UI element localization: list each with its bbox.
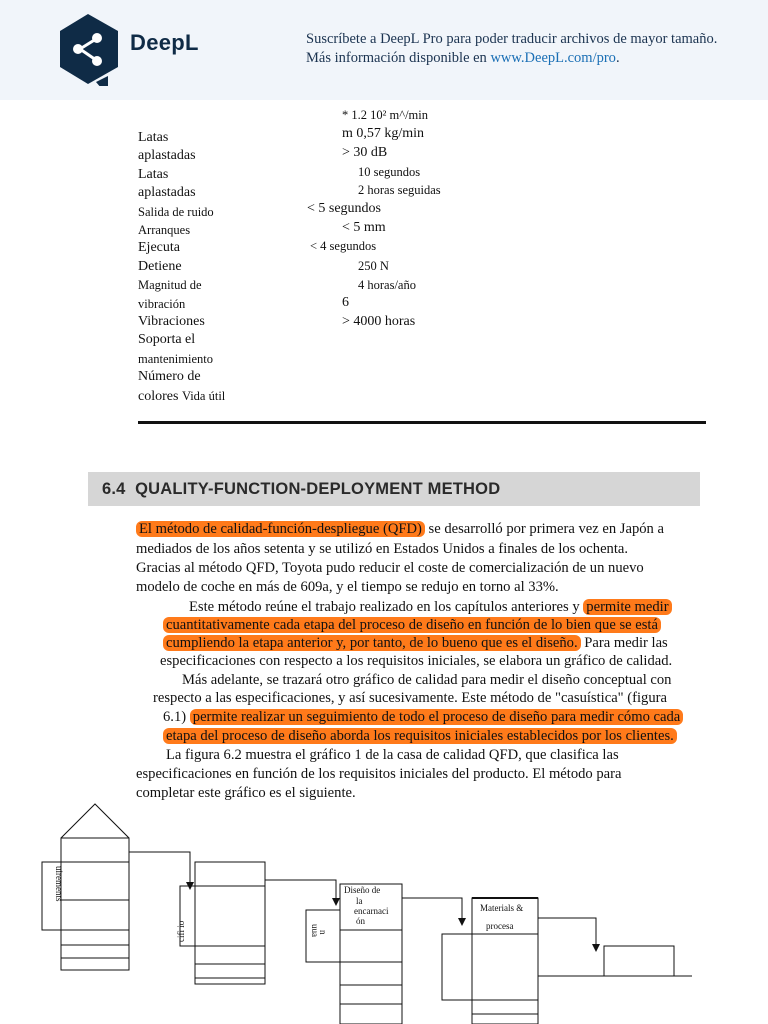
diagram-label: Materials & bbox=[480, 903, 524, 913]
spec-value: < 5 mm bbox=[342, 220, 386, 235]
promo-line-2-suffix: . bbox=[615, 50, 620, 66]
qfd-cascade-diagram bbox=[0, 800, 768, 1024]
spec-label: Número de bbox=[138, 369, 201, 385]
highlight: cumpliendo la etapa anterior y, por tanto, de lo bueno que es el diseño. bbox=[163, 635, 581, 651]
spec-label: Vida útil bbox=[181, 388, 226, 403]
section-number: 6.4 bbox=[102, 480, 126, 498]
body-span: Para medir las bbox=[580, 635, 668, 651]
diagram-label: encarnaci bbox=[354, 906, 389, 916]
diagram-label: la bbox=[356, 896, 363, 906]
section-title: QUALITY-FUNCTION-DEPLOYMENT METHOD bbox=[135, 480, 501, 498]
diagram-label: cifi io bbox=[176, 920, 186, 942]
body-line bbox=[163, 708, 683, 726]
highlight: permite medir bbox=[583, 599, 671, 615]
spec-label: colores bbox=[138, 388, 179, 404]
spec-label: Detiene bbox=[138, 258, 182, 274]
spec-label: aplastadas bbox=[138, 185, 196, 201]
spec-label: Salida de ruido bbox=[138, 204, 214, 219]
house-of-quality-2 bbox=[180, 862, 265, 984]
highlight: El método de calidad-función-despliegue (QFD) bbox=[136, 521, 425, 537]
house-of-quality-5 bbox=[538, 946, 692, 976]
deepl-pro-link[interactable]: www.DeepL.com/pro bbox=[490, 50, 616, 66]
body-span: Este método reúne el trabajo realizado en los capítulos anteriores y bbox=[189, 599, 584, 615]
brand-name: DeepL bbox=[130, 30, 199, 55]
spec-value: m 0,57 kg/min bbox=[342, 126, 425, 141]
table-bottom-rule bbox=[138, 421, 706, 424]
diagram-label: uua bbox=[310, 924, 320, 937]
spec-label: Magnitud de bbox=[138, 278, 202, 293]
body-line: especificaciones con respecto a los requisitos iniciales, se elabora un gráfico de calidad. bbox=[160, 653, 673, 669]
body-span: se desarrolló por primera vez en Japón a bbox=[424, 521, 664, 537]
spec-label: vibración bbox=[138, 296, 186, 311]
spec-label: Latas bbox=[138, 166, 169, 182]
spec-value: 10 segundos bbox=[358, 165, 421, 179]
body-line: especificaciones en función de los requisitos iniciales del producto. El método para bbox=[136, 766, 622, 782]
spec-value: * 1.2 10² m^/min bbox=[342, 108, 429, 122]
house-of-quality-3 bbox=[306, 884, 402, 1024]
diagram-label: procesa bbox=[486, 921, 514, 931]
body-line bbox=[163, 727, 677, 745]
spec-label: Vibraciones bbox=[138, 314, 205, 330]
body-line bbox=[136, 520, 664, 538]
diagram-label: Diseño de bbox=[344, 885, 381, 895]
body-line: completar este gráfico es el siguiente. bbox=[136, 785, 356, 801]
spec-values-column bbox=[0, 0, 768, 420]
section-heading bbox=[88, 472, 700, 506]
body-line bbox=[163, 634, 668, 652]
spec-value: < 5 segundos bbox=[307, 201, 382, 216]
body-line: modelo de coche en más de 609a, y el tiempo se redujo en torno al 33%. bbox=[136, 579, 559, 595]
spec-value: 4 horas/año bbox=[358, 278, 416, 292]
diagram-label: uirements bbox=[54, 866, 64, 902]
highlight: etapa del proceso de diseño aborda los requisitos iniciales establecidos por los clientes. bbox=[163, 728, 677, 744]
body-line: mediados de los años setenta y se utilizó en Estados Unidos a finales de los ochenta. bbox=[136, 541, 629, 557]
promo-line-2-prefix: Más información disponible en bbox=[306, 50, 491, 66]
highlight: permite realizar un seguimiento de todo el proceso de diseño para medir cómo cada bbox=[190, 709, 684, 725]
promo-line-1: Suscríbete a DeepL Pro para poder traducir archivos de mayor tamaño. bbox=[306, 31, 718, 47]
spec-label: Soporta el bbox=[138, 332, 196, 348]
body-line bbox=[189, 598, 672, 616]
spec-value: 6 bbox=[342, 295, 349, 310]
spec-value: 2 horas seguidas bbox=[358, 183, 441, 197]
body-line bbox=[163, 616, 661, 634]
spec-value: > 30 dB bbox=[342, 145, 388, 160]
spec-value: < 4 segundos bbox=[310, 239, 377, 253]
spec-label: Arranques bbox=[138, 223, 191, 238]
body-line: La figura 6.2 muestra el gráfico 1 de la casa de calidad QFD, que clasifica las bbox=[166, 747, 619, 763]
spec-value: > 4000 horas bbox=[342, 314, 416, 329]
diagram-label: ón bbox=[356, 916, 365, 926]
body-line: Gracias al método QFD, Toyota pudo reducir el coste de comercialización de un nuevo bbox=[136, 560, 644, 576]
body-line: respecto a las especificaciones, y así sucesivamente. Este método de "casuística" (figura bbox=[153, 690, 667, 706]
spec-label: Latas bbox=[138, 130, 169, 145]
spec-label: Ejecuta bbox=[138, 240, 180, 256]
highlight: cuantitativamente cada etapa del proceso de diseño en función de lo bien que se está bbox=[163, 617, 661, 633]
spec-label: mantenimiento bbox=[138, 351, 213, 366]
house-of-quality-4 bbox=[442, 898, 538, 1024]
spec-label: aplastadas bbox=[138, 148, 196, 164]
body-span: 6.1) bbox=[163, 709, 190, 725]
diagram-label: n bbox=[318, 930, 328, 935]
body-line: Más adelante, se trazará otro gráfico de calidad para medir el diseño conceptual con bbox=[182, 672, 672, 688]
spec-value: 250 N bbox=[358, 259, 389, 273]
